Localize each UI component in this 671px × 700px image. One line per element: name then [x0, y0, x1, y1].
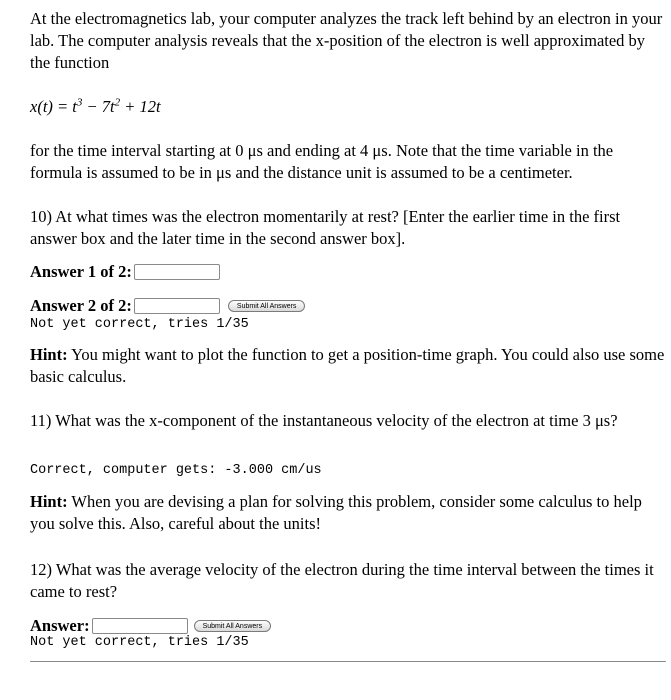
equation-lhs: x(t) = t — [30, 97, 77, 116]
question-12: 12) What was the average velocity of the electron during the time interval between the times it came to rest? — [30, 560, 654, 601]
equation-exponent-2: 2 — [114, 96, 121, 109]
answer-1-input[interactable] — [134, 264, 220, 280]
q12-status: Not yet correct, tries 1/35 — [30, 635, 249, 650]
q11-status: Correct, computer gets: -3.000 cm/us — [30, 463, 322, 478]
answer-label: Answer: — [30, 616, 90, 635]
hint-text: You might want to plot the function to get a position-time graph. You could also use some basic calculus. — [30, 345, 665, 386]
submit-all-answers-button[interactable]: Submit All Answers — [228, 300, 306, 312]
answer-1-label: Answer 1 of 2: — [30, 262, 132, 281]
answer-2-label: Answer 2 of 2: — [30, 296, 132, 315]
question-10: 10) At what times was the electron momentarily at rest? [Enter the earlier time in the first answer box and the later time in the second answer box]. — [30, 207, 621, 248]
context-text: for the time interval starting at 0 μs and ending at 4 μs. Note that the time variable in the formula is assumed to be in μs and the distance unit is assumed to be a centimeter. — [30, 141, 614, 182]
answer-1-row — [30, 261, 666, 283]
equation-mid: − 7t — [82, 97, 115, 116]
position-equation — [30, 96, 666, 118]
equation-rest: + 12t — [120, 97, 161, 116]
submit-all-answers-button[interactable]: Submit All Answers — [194, 620, 272, 632]
hint-label: Hint: — [30, 345, 68, 364]
intro-text: At the electromagnetics lab, your computer analyzes the track left behind by an electron in your lab. The computer analysis reveals that the x-position of the electron is well approximated by the function — [30, 9, 663, 72]
q10-status: Not yet correct, tries 1/35 — [30, 317, 249, 332]
answer-input[interactable] — [92, 618, 188, 634]
equation-exponent-3: 3 — [76, 96, 83, 109]
q11-hint — [30, 491, 666, 535]
answer-2-input[interactable] — [134, 298, 220, 314]
hint-text: When you are devising a plan for solving this problem, consider some calculus to help you solve this. Also, careful about the units! — [30, 492, 642, 533]
question-11: 11) What was the x-component of the instantaneous velocity of the electron at time 3 μs? — [30, 411, 618, 430]
q10-hint — [30, 344, 666, 388]
divider — [30, 661, 666, 662]
answer-2-row — [30, 295, 666, 317]
hint-label: Hint: — [30, 492, 68, 511]
